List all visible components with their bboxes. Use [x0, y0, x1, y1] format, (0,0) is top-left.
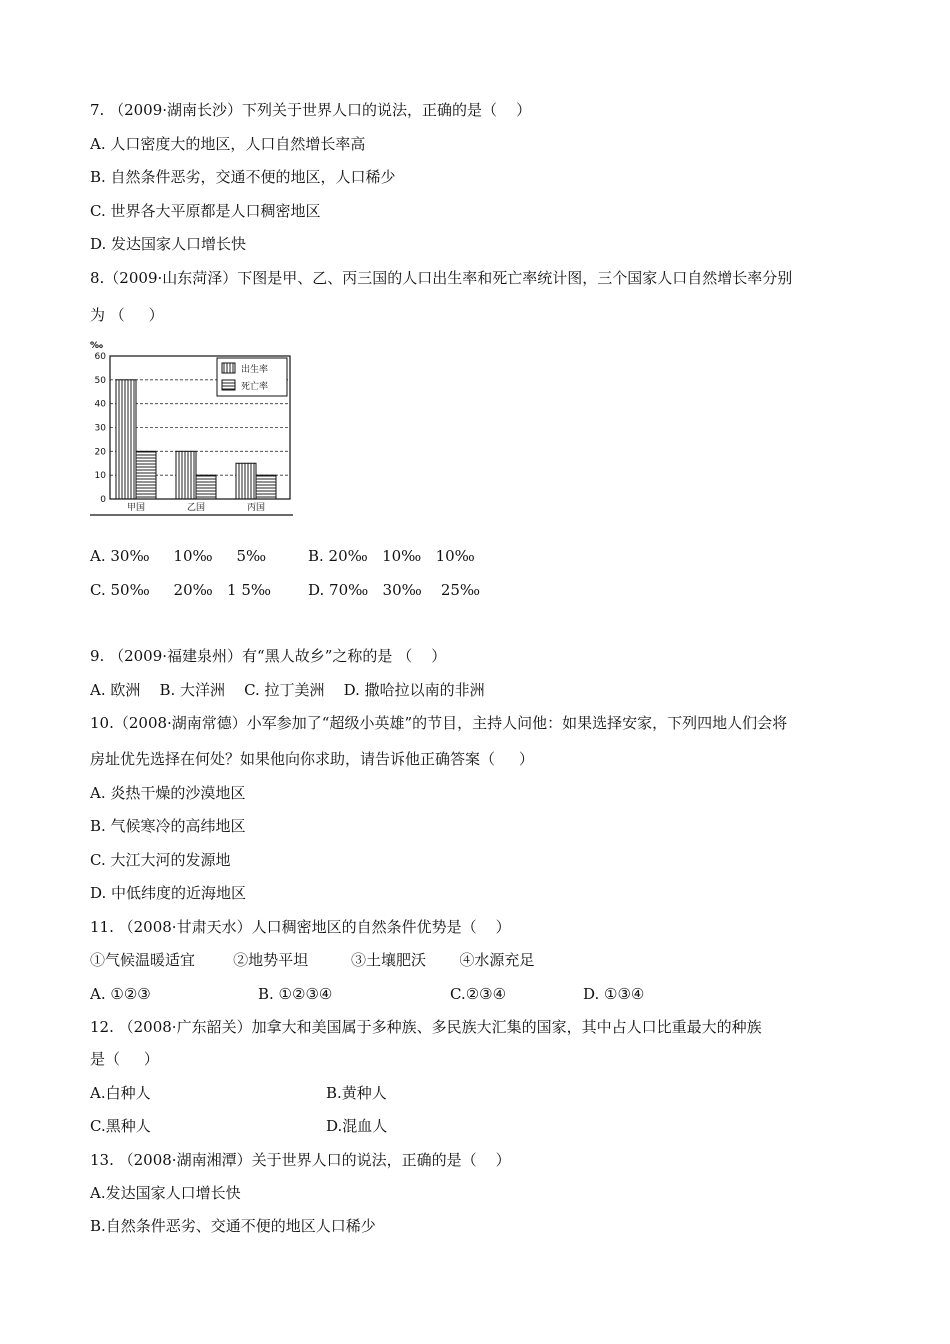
y-tick-label: 0	[100, 495, 106, 505]
legend-swatch	[222, 380, 235, 390]
x-tick-label: 丙国	[246, 503, 266, 513]
q10-option-a: A. 炎热干燥的沙漠地区	[90, 784, 246, 802]
q13-option-a: A.发达国家人口增长快	[90, 1184, 241, 1202]
q7-stem: 7. （2009·湖南长沙）下列关于世界人口的说法，正确的是（ ）	[90, 101, 532, 119]
q8-stem-line2: 为 （ ）	[90, 306, 164, 324]
q11-option-b: B. ①②③④	[258, 985, 333, 1003]
legend-label: 死亡率	[241, 382, 269, 392]
q8-option-b: B. 20‰ 10‰ 10‰	[308, 547, 475, 565]
q12-options-row1	[90, 1083, 790, 1103]
q11-options	[90, 984, 790, 1004]
y-tick-label: 30	[94, 423, 106, 434]
q9-stem: 9. （2009·福建泉州）有“黑人故乡”之称的是 （ ）	[90, 647, 447, 665]
q12-options-row2	[90, 1116, 790, 1136]
q12-stem-line2: 是（ ）	[90, 1050, 159, 1068]
bar-死亡率-甲国	[136, 451, 156, 499]
y-tick-label: 60	[94, 352, 106, 362]
q12-option-c: C.黑种人	[90, 1117, 151, 1135]
q8-option-a: A. 30‰ 10‰ 5‰	[90, 547, 267, 565]
q8-options-row1	[90, 546, 790, 566]
q7-option-b: B. 自然条件恶劣，交通不便的地区，人口稀少	[90, 168, 396, 186]
q13-stem: 13. （2008·湖南湘潭）关于世界人口的说法，正确的是（ ）	[90, 1151, 511, 1169]
q10-option-c: C. 大江大河的发源地	[90, 851, 231, 869]
q12-option-d: D.混血人	[326, 1117, 388, 1135]
q12-option-b: B.黄种人	[326, 1084, 387, 1102]
q10-stem-line2: 房址优先选择在何处？如果他向你求助，请告诉他正确答案（ ）	[90, 750, 534, 768]
y-tick-label: 20	[94, 447, 106, 458]
q11-option-c: C.②③④	[450, 985, 507, 1003]
y-axis-unit-label: ‰	[90, 341, 103, 351]
y-tick-label: 40	[94, 399, 106, 410]
q12-stem-line1: 12. （2008·广东韶关）加拿大和美国属于多种族、多民族大汇集的国家，其中占人口比重最大的种族	[90, 1018, 762, 1036]
x-tick-label: 甲国	[126, 503, 146, 513]
q9-options: A. 欧洲 B. 大洋洲 C. 拉丁美洲 D. 撒哈拉以南的非洲	[90, 681, 485, 699]
y-tick-label: 10	[94, 471, 106, 482]
legend-swatch	[222, 363, 235, 373]
chart-bars	[116, 380, 276, 499]
q10-stem-line1: 10.（2008·湖南常德）小军参加了“超级小英雄”的节目，主持人问他：如果选择安家，下列四地人们会将	[90, 714, 788, 732]
legend-label: 出生率	[241, 365, 269, 375]
x-tick-label: 乙国	[186, 503, 206, 513]
q11-option-a: A. ①②③	[90, 985, 151, 1003]
bar-出生率-乙国	[176, 451, 196, 499]
q8-option-c: C. 50‰ 20‰ 1 5‰	[90, 581, 272, 599]
q11-items: ①气候温暖适宜 ②地势平坦 ③土壤肥沃 ④水源充足	[90, 951, 535, 969]
birth-death-rate-chart	[88, 340, 298, 522]
bar-死亡率-乙国	[196, 475, 216, 499]
q7-option-d: D. 发达国家人口增长快	[90, 235, 247, 253]
q8-options-row2	[90, 580, 790, 600]
q8-stem-line1: 8.（2009·山东菏泽）下图是甲、乙、丙三国的人口出生率和死亡率统计图，三个国家人口自然增长率分别	[90, 269, 793, 287]
q10-option-b: B. 气候寒冷的高纬地区	[90, 817, 246, 835]
bar-出生率-丙国	[236, 463, 256, 499]
chart-legend	[217, 358, 287, 396]
q11-stem: 11. （2008·甘肃天水）人口稠密地区的自然条件优势是（ ）	[90, 918, 511, 936]
q11-option-d: D. ①③④	[583, 985, 645, 1003]
q10-option-d: D. 中低纬度的近海地区	[90, 884, 247, 902]
y-tick-label: 50	[94, 375, 106, 386]
q8-option-d: D. 70‰ 30‰ 25‰	[308, 581, 481, 599]
bar-死亡率-丙国	[256, 475, 276, 499]
bar-出生率-甲国	[116, 380, 136, 499]
q7-option-c: C. 世界各大平原都是人口稠密地区	[90, 202, 321, 220]
q7-option-a: A. 人口密度大的地区，人口自然增长率高	[90, 135, 366, 153]
q12-option-a: A.白种人	[90, 1084, 151, 1102]
q13-option-b: B.自然条件恶劣、交通不便的地区人口稀少	[90, 1217, 376, 1235]
